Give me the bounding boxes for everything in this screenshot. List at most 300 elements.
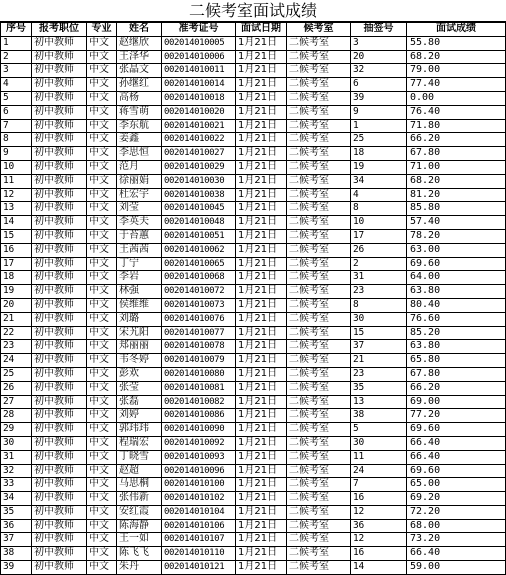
cell-seq: 32 xyxy=(1,464,32,478)
cell-name: 孙继红 xyxy=(117,78,162,92)
cell-seq: 14 xyxy=(1,216,32,230)
table-row xyxy=(1,91,506,105)
cell-score: 72.20 xyxy=(407,505,506,519)
cell-seq: 29 xyxy=(1,423,32,437)
table-row xyxy=(1,229,506,243)
cell-position: 初中教师 xyxy=(32,202,87,216)
cell-seq: 12 xyxy=(1,188,32,202)
cell-ticket: 002014010078 xyxy=(162,340,236,354)
cell-ticket: 002014010018 xyxy=(162,91,236,105)
cell-date: 1月21日 xyxy=(236,436,287,450)
cell-score: 67.80 xyxy=(407,367,506,381)
cell-seq: 1 xyxy=(1,36,32,50)
cell-position: 初中教师 xyxy=(32,561,87,575)
cell-major: 中文 xyxy=(87,533,117,547)
cell-date: 1月21日 xyxy=(236,395,287,409)
cell-position: 初中教师 xyxy=(32,478,87,492)
cell-position: 初中教师 xyxy=(32,188,87,202)
cell-room: 二候考室 xyxy=(287,354,351,368)
score-table xyxy=(0,22,506,575)
header-col-room: 候考室 xyxy=(287,23,351,37)
cell-score: 66.20 xyxy=(407,381,506,395)
table-row xyxy=(1,285,506,299)
header-col-lot: 抽签号 xyxy=(351,23,407,37)
cell-name: 韦冬婷 xyxy=(117,354,162,368)
table-row xyxy=(1,188,506,202)
table-row xyxy=(1,547,506,561)
cell-seq: 3 xyxy=(1,64,32,78)
cell-position: 初中教师 xyxy=(32,36,87,50)
cell-position: 初中教师 xyxy=(32,298,87,312)
cell-seq: 36 xyxy=(1,519,32,533)
cell-seq: 19 xyxy=(1,285,32,299)
table-row xyxy=(1,243,506,257)
cell-seq: 24 xyxy=(1,354,32,368)
cell-room: 二候考室 xyxy=(287,229,351,243)
cell-major: 中文 xyxy=(87,36,117,50)
cell-date: 1月21日 xyxy=(236,64,287,78)
cell-major: 中文 xyxy=(87,381,117,395)
cell-ticket: 002014010076 xyxy=(162,312,236,326)
cell-score: 63.80 xyxy=(407,340,506,354)
table-row xyxy=(1,312,506,326)
cell-room: 二候考室 xyxy=(287,160,351,174)
table-row xyxy=(1,423,506,437)
cell-position: 初中教师 xyxy=(32,160,87,174)
cell-score: 57.40 xyxy=(407,216,506,230)
cell-date: 1月21日 xyxy=(236,450,287,464)
cell-position: 初中教师 xyxy=(32,505,87,519)
cell-lot: 14 xyxy=(351,561,407,575)
cell-date: 1月21日 xyxy=(236,202,287,216)
cell-major: 中文 xyxy=(87,312,117,326)
cell-ticket: 002014010081 xyxy=(162,381,236,395)
cell-room: 二候考室 xyxy=(287,492,351,506)
cell-lot: 30 xyxy=(351,312,407,326)
cell-name: 张晶文 xyxy=(117,64,162,78)
cell-lot: 11 xyxy=(351,450,407,464)
cell-seq: 38 xyxy=(1,547,32,561)
table-row xyxy=(1,147,506,161)
cell-name: 姜鑫 xyxy=(117,133,162,147)
table-row xyxy=(1,450,506,464)
cell-major: 中文 xyxy=(87,561,117,575)
cell-major: 中文 xyxy=(87,229,117,243)
cell-major: 中文 xyxy=(87,436,117,450)
cell-position: 初中教师 xyxy=(32,367,87,381)
cell-date: 1月21日 xyxy=(236,492,287,506)
table-row xyxy=(1,160,506,174)
cell-ticket: 002014010011 xyxy=(162,64,236,78)
cell-score: 64.00 xyxy=(407,271,506,285)
cell-room: 二候考室 xyxy=(287,271,351,285)
cell-date: 1月21日 xyxy=(236,519,287,533)
cell-major: 中文 xyxy=(87,271,117,285)
cell-name: 林强 xyxy=(117,285,162,299)
cell-seq: 34 xyxy=(1,492,32,506)
table-row xyxy=(1,216,506,230)
cell-room: 二候考室 xyxy=(287,464,351,478)
cell-ticket: 002014010051 xyxy=(162,229,236,243)
cell-room: 二候考室 xyxy=(287,174,351,188)
cell-date: 1月21日 xyxy=(236,78,287,92)
cell-room: 二候考室 xyxy=(287,326,351,340)
cell-major: 中文 xyxy=(87,133,117,147)
cell-score: 68.00 xyxy=(407,519,506,533)
cell-position: 初中教师 xyxy=(32,464,87,478)
cell-position: 初中教师 xyxy=(32,50,87,64)
cell-room: 二候考室 xyxy=(287,367,351,381)
cell-lot: 21 xyxy=(351,354,407,368)
cell-name: 陈海静 xyxy=(117,519,162,533)
table-row xyxy=(1,367,506,381)
cell-position: 初中教师 xyxy=(32,492,87,506)
cell-score: 69.60 xyxy=(407,423,506,437)
cell-major: 中文 xyxy=(87,78,117,92)
cell-lot: 19 xyxy=(351,160,407,174)
table-row xyxy=(1,533,506,547)
table-header xyxy=(1,23,506,37)
cell-major: 中文 xyxy=(87,243,117,257)
cell-lot: 4 xyxy=(351,188,407,202)
cell-name: 丁宁 xyxy=(117,257,162,271)
cell-ticket: 002014010038 xyxy=(162,188,236,202)
cell-seq: 30 xyxy=(1,436,32,450)
cell-name: 刘莹 xyxy=(117,202,162,216)
cell-position: 初中教师 xyxy=(32,423,87,437)
cell-score: 77.40 xyxy=(407,78,506,92)
cell-date: 1月21日 xyxy=(236,36,287,50)
cell-major: 中文 xyxy=(87,216,117,230)
cell-lot: 25 xyxy=(351,133,407,147)
cell-seq: 17 xyxy=(1,257,32,271)
cell-lot: 17 xyxy=(351,229,407,243)
cell-lot: 6 xyxy=(351,78,407,92)
cell-seq: 27 xyxy=(1,395,32,409)
table-row xyxy=(1,340,506,354)
cell-seq: 15 xyxy=(1,229,32,243)
cell-major: 中文 xyxy=(87,367,117,381)
cell-name: 于苔蕙 xyxy=(117,229,162,243)
cell-position: 初中教师 xyxy=(32,436,87,450)
header-col-seq: 序号 xyxy=(1,23,32,37)
cell-name: 王茜茜 xyxy=(117,243,162,257)
cell-ticket: 002014010077 xyxy=(162,326,236,340)
cell-name: 李思恒 xyxy=(117,147,162,161)
cell-ticket: 002014010022 xyxy=(162,133,236,147)
cell-score: 65.80 xyxy=(407,354,506,368)
cell-name: 张磊 xyxy=(117,395,162,409)
cell-date: 1月21日 xyxy=(236,533,287,547)
cell-ticket: 002014010062 xyxy=(162,243,236,257)
table-body xyxy=(1,36,506,574)
table-row xyxy=(1,202,506,216)
cell-lot: 5 xyxy=(351,423,407,437)
header-col-position: 报考职位 xyxy=(32,23,87,37)
cell-date: 1月21日 xyxy=(236,160,287,174)
cell-room: 二候考室 xyxy=(287,533,351,547)
cell-room: 二候考室 xyxy=(287,340,351,354)
cell-ticket: 002014010080 xyxy=(162,367,236,381)
cell-score: 71.00 xyxy=(407,160,506,174)
cell-date: 1月21日 xyxy=(236,229,287,243)
cell-score: 69.60 xyxy=(407,257,506,271)
cell-score: 0.00 xyxy=(407,91,506,105)
cell-position: 初中教师 xyxy=(32,381,87,395)
cell-major: 中文 xyxy=(87,298,117,312)
cell-room: 二候考室 xyxy=(287,105,351,119)
cell-score: 69.20 xyxy=(407,492,506,506)
cell-ticket: 002014010121 xyxy=(162,561,236,575)
cell-room: 二候考室 xyxy=(287,78,351,92)
cell-position: 初中教师 xyxy=(32,64,87,78)
cell-ticket: 002014010006 xyxy=(162,50,236,64)
cell-seq: 22 xyxy=(1,326,32,340)
table-row xyxy=(1,105,506,119)
cell-name: 刘璐 xyxy=(117,312,162,326)
cell-name: 郭玮玮 xyxy=(117,423,162,437)
cell-date: 1月21日 xyxy=(236,547,287,561)
table-row xyxy=(1,326,506,340)
header-col-major: 专业 xyxy=(87,23,117,37)
cell-room: 二候考室 xyxy=(287,202,351,216)
header-col-name: 姓名 xyxy=(117,23,162,37)
cell-ticket: 002014010090 xyxy=(162,423,236,437)
cell-position: 初中教师 xyxy=(32,312,87,326)
cell-major: 中文 xyxy=(87,202,117,216)
cell-name: 程瑞宏 xyxy=(117,436,162,450)
cell-date: 1月21日 xyxy=(236,188,287,202)
cell-lot: 39 xyxy=(351,91,407,105)
table-row xyxy=(1,298,506,312)
cell-score: 85.20 xyxy=(407,326,506,340)
cell-seq: 9 xyxy=(1,147,32,161)
cell-lot: 13 xyxy=(351,395,407,409)
cell-lot: 36 xyxy=(351,519,407,533)
table-row xyxy=(1,436,506,450)
cell-position: 初中教师 xyxy=(32,105,87,119)
cell-major: 中文 xyxy=(87,119,117,133)
cell-seq: 37 xyxy=(1,533,32,547)
cell-major: 中文 xyxy=(87,160,117,174)
cell-room: 二候考室 xyxy=(287,133,351,147)
cell-date: 1月21日 xyxy=(236,340,287,354)
cell-name: 李东航 xyxy=(117,119,162,133)
cell-seq: 21 xyxy=(1,312,32,326)
cell-date: 1月21日 xyxy=(236,119,287,133)
cell-major: 中文 xyxy=(87,492,117,506)
cell-ticket: 002014010048 xyxy=(162,216,236,230)
cell-lot: 8 xyxy=(351,298,407,312)
cell-name: 张伟新 xyxy=(117,492,162,506)
header-row xyxy=(1,23,506,37)
cell-name: 丁晓雪 xyxy=(117,450,162,464)
cell-ticket: 002014010093 xyxy=(162,450,236,464)
cell-seq: 31 xyxy=(1,450,32,464)
cell-date: 1月21日 xyxy=(236,147,287,161)
cell-position: 初中教师 xyxy=(32,285,87,299)
cell-ticket: 002014010072 xyxy=(162,285,236,299)
cell-seq: 11 xyxy=(1,174,32,188)
cell-date: 1月21日 xyxy=(236,105,287,119)
cell-room: 二候考室 xyxy=(287,91,351,105)
cell-lot: 7 xyxy=(351,478,407,492)
cell-score: 79.00 xyxy=(407,64,506,78)
cell-name: 朱丹 xyxy=(117,561,162,575)
cell-score: 66.20 xyxy=(407,133,506,147)
cell-seq: 16 xyxy=(1,243,32,257)
cell-name: 蒋雪萌 xyxy=(117,105,162,119)
cell-major: 中文 xyxy=(87,257,117,271)
cell-name: 王泽华 xyxy=(117,50,162,64)
cell-major: 中文 xyxy=(87,547,117,561)
cell-name: 宋艽阳 xyxy=(117,326,162,340)
cell-seq: 20 xyxy=(1,298,32,312)
cell-position: 初中教师 xyxy=(32,216,87,230)
table-row xyxy=(1,64,506,78)
cell-room: 二候考室 xyxy=(287,450,351,464)
cell-major: 中文 xyxy=(87,409,117,423)
cell-ticket: 002014010079 xyxy=(162,354,236,368)
table-row xyxy=(1,395,506,409)
cell-room: 二候考室 xyxy=(287,519,351,533)
cell-score: 71.80 xyxy=(407,119,506,133)
cell-room: 二候考室 xyxy=(287,36,351,50)
table-row xyxy=(1,133,506,147)
cell-ticket: 002014010065 xyxy=(162,257,236,271)
cell-ticket: 002014010014 xyxy=(162,78,236,92)
header-col-date: 面试日期 xyxy=(236,23,287,37)
cell-date: 1月21日 xyxy=(236,312,287,326)
cell-ticket: 002014010030 xyxy=(162,174,236,188)
cell-position: 初中教师 xyxy=(32,340,87,354)
cell-lot: 23 xyxy=(351,285,407,299)
cell-major: 中文 xyxy=(87,354,117,368)
cell-date: 1月21日 xyxy=(236,298,287,312)
cell-position: 初中教师 xyxy=(32,354,87,368)
cell-major: 中文 xyxy=(87,105,117,119)
cell-date: 1月21日 xyxy=(236,409,287,423)
cell-room: 二候考室 xyxy=(287,547,351,561)
cell-date: 1月21日 xyxy=(236,133,287,147)
cell-room: 二候考室 xyxy=(287,395,351,409)
cell-major: 中文 xyxy=(87,91,117,105)
cell-seq: 26 xyxy=(1,381,32,395)
cell-major: 中文 xyxy=(87,64,117,78)
cell-room: 二候考室 xyxy=(287,257,351,271)
cell-name: 张莹 xyxy=(117,381,162,395)
page-title: 二候考室面试成绩 xyxy=(0,0,506,22)
cell-ticket: 002014010104 xyxy=(162,505,236,519)
cell-major: 中文 xyxy=(87,464,117,478)
cell-seq: 28 xyxy=(1,409,32,423)
cell-lot: 3 xyxy=(351,36,407,50)
cell-name: 王一如 xyxy=(117,533,162,547)
table-row xyxy=(1,519,506,533)
cell-lot: 20 xyxy=(351,50,407,64)
cell-position: 初中教师 xyxy=(32,119,87,133)
cell-room: 二候考室 xyxy=(287,561,351,575)
cell-lot: 1 xyxy=(351,119,407,133)
cell-seq: 25 xyxy=(1,367,32,381)
cell-ticket: 002014010045 xyxy=(162,202,236,216)
table-row xyxy=(1,464,506,478)
cell-room: 二候考室 xyxy=(287,64,351,78)
cell-score: 68.20 xyxy=(407,174,506,188)
cell-room: 二候考室 xyxy=(287,216,351,230)
cell-score: 55.80 xyxy=(407,36,506,50)
cell-name: 范月 xyxy=(117,160,162,174)
cell-major: 中文 xyxy=(87,50,117,64)
cell-date: 1月21日 xyxy=(236,423,287,437)
cell-position: 初中教师 xyxy=(32,78,87,92)
cell-position: 初中教师 xyxy=(32,91,87,105)
cell-name: 安红霞 xyxy=(117,505,162,519)
cell-lot: 12 xyxy=(351,533,407,547)
cell-score: 66.40 xyxy=(407,450,506,464)
cell-date: 1月21日 xyxy=(236,174,287,188)
cell-seq: 18 xyxy=(1,271,32,285)
cell-ticket: 002014010021 xyxy=(162,119,236,133)
cell-major: 中文 xyxy=(87,326,117,340)
cell-score: 73.20 xyxy=(407,533,506,547)
cell-ticket: 002014010005 xyxy=(162,36,236,50)
cell-date: 1月21日 xyxy=(236,50,287,64)
cell-position: 初中教师 xyxy=(32,257,87,271)
cell-ticket: 002014010100 xyxy=(162,478,236,492)
cell-lot: 8 xyxy=(351,202,407,216)
cell-lot: 34 xyxy=(351,174,407,188)
cell-major: 中文 xyxy=(87,395,117,409)
cell-name: 陈飞飞 xyxy=(117,547,162,561)
cell-seq: 39 xyxy=(1,561,32,575)
cell-position: 初中教师 xyxy=(32,271,87,285)
cell-score: 67.80 xyxy=(407,147,506,161)
cell-lot: 38 xyxy=(351,409,407,423)
cell-lot: 10 xyxy=(351,216,407,230)
cell-score: 69.60 xyxy=(407,464,506,478)
cell-room: 二候考室 xyxy=(287,50,351,64)
cell-name: 杜宏宇 xyxy=(117,188,162,202)
cell-ticket: 002014010027 xyxy=(162,147,236,161)
cell-seq: 7 xyxy=(1,119,32,133)
cell-major: 中文 xyxy=(87,450,117,464)
cell-lot: 16 xyxy=(351,492,407,506)
cell-major: 中文 xyxy=(87,188,117,202)
cell-seq: 6 xyxy=(1,105,32,119)
table-row xyxy=(1,505,506,519)
cell-date: 1月21日 xyxy=(236,561,287,575)
cell-position: 初中教师 xyxy=(32,395,87,409)
cell-lot: 26 xyxy=(351,243,407,257)
cell-ticket: 002014010096 xyxy=(162,464,236,478)
cell-score: 76.40 xyxy=(407,105,506,119)
cell-name: 彭欢 xyxy=(117,367,162,381)
cell-name: 马思桐 xyxy=(117,478,162,492)
cell-seq: 5 xyxy=(1,91,32,105)
cell-ticket: 002014010092 xyxy=(162,436,236,450)
table-row xyxy=(1,78,506,92)
cell-major: 中文 xyxy=(87,285,117,299)
cell-date: 1月21日 xyxy=(236,354,287,368)
cell-ticket: 002014010086 xyxy=(162,409,236,423)
cell-name: 高杨 xyxy=(117,91,162,105)
cell-major: 中文 xyxy=(87,147,117,161)
table-row xyxy=(1,50,506,64)
cell-room: 二候考室 xyxy=(287,188,351,202)
cell-lot: 30 xyxy=(351,436,407,450)
cell-ticket: 002014010068 xyxy=(162,271,236,285)
